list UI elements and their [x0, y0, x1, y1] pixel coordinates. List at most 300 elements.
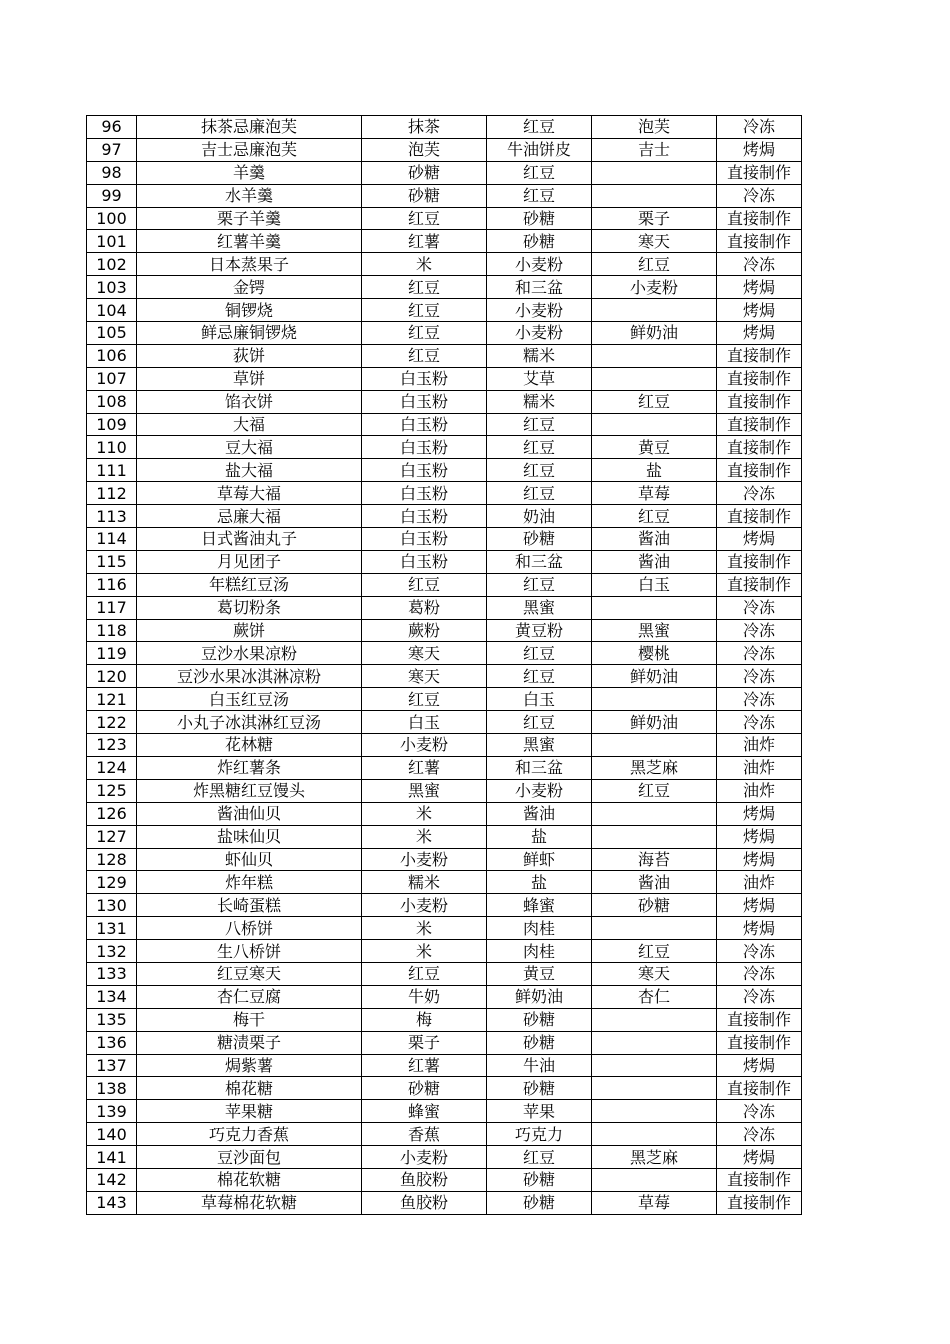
ingredient-3-cell[interactable]: 寒天 — [592, 962, 717, 985]
ingredient-1-cell[interactable]: 米 — [362, 940, 487, 963]
row-number-cell[interactable]: 129 — [87, 871, 137, 894]
ingredient-3-cell[interactable]: 酱油 — [592, 528, 717, 551]
ingredient-2-cell[interactable]: 红豆 — [487, 436, 592, 459]
ingredient-2-cell[interactable]: 鲜虾 — [487, 848, 592, 871]
item-name-cell[interactable]: 梅干 — [137, 1008, 362, 1031]
item-name-cell[interactable]: 抹茶忌廉泡芙 — [137, 116, 362, 139]
ingredient-1-cell[interactable]: 米 — [362, 802, 487, 825]
ingredient-1-cell[interactable]: 红豆 — [362, 322, 487, 345]
item-name-cell[interactable]: 豆沙水果凉粉 — [137, 642, 362, 665]
row-number-cell[interactable]: 143 — [87, 1191, 137, 1214]
ingredient-3-cell[interactable] — [592, 344, 717, 367]
ingredient-2-cell[interactable]: 红豆 — [487, 642, 592, 665]
item-name-cell[interactable]: 盐大福 — [137, 459, 362, 482]
row-number-cell[interactable]: 139 — [87, 1100, 137, 1123]
method-cell[interactable]: 烤焗 — [717, 848, 802, 871]
ingredient-2-cell[interactable]: 苹果 — [487, 1100, 592, 1123]
ingredient-2-cell[interactable]: 小麦粉 — [487, 299, 592, 322]
row-number-cell[interactable]: 100 — [87, 207, 137, 230]
item-name-cell[interactable]: 大福 — [137, 413, 362, 436]
ingredient-3-cell[interactable] — [592, 1031, 717, 1054]
ingredient-1-cell[interactable]: 牛奶 — [362, 985, 487, 1008]
ingredient-2-cell[interactable]: 红豆 — [487, 161, 592, 184]
row-number-cell[interactable]: 107 — [87, 367, 137, 390]
row-number-cell[interactable]: 122 — [87, 711, 137, 734]
row-number-cell[interactable]: 118 — [87, 619, 137, 642]
ingredient-3-cell[interactable]: 鲜奶油 — [592, 322, 717, 345]
ingredient-1-cell[interactable]: 蜂蜜 — [362, 1100, 487, 1123]
method-cell[interactable]: 直接制作 — [717, 1077, 802, 1100]
item-name-cell[interactable]: 杏仁豆腐 — [137, 985, 362, 1008]
method-cell[interactable]: 冷冻 — [717, 688, 802, 711]
ingredient-3-cell[interactable] — [592, 917, 717, 940]
row-number-cell[interactable]: 106 — [87, 344, 137, 367]
table-row — [87, 1031, 802, 1054]
ingredient-1-cell[interactable]: 砂糖 — [362, 161, 487, 184]
ingredient-1-cell[interactable]: 红薯 — [362, 756, 487, 779]
ingredient-1-cell[interactable]: 砂糖 — [362, 184, 487, 207]
row-number-cell[interactable]: 127 — [87, 825, 137, 848]
row-number-cell[interactable]: 119 — [87, 642, 137, 665]
ingredient-2-cell[interactable]: 黑蜜 — [487, 734, 592, 757]
ingredient-1-cell[interactable]: 梅 — [362, 1008, 487, 1031]
item-name-cell[interactable]: 红薯羊羹 — [137, 230, 362, 253]
ingredient-1-cell[interactable]: 红豆 — [362, 962, 487, 985]
ingredient-1-cell[interactable]: 泡芙 — [362, 138, 487, 161]
method-cell[interactable]: 烤焗 — [717, 528, 802, 551]
ingredient-2-cell[interactable]: 红豆 — [487, 711, 592, 734]
ingredient-1-cell[interactable]: 寒天 — [362, 665, 487, 688]
row-number-cell[interactable]: 136 — [87, 1031, 137, 1054]
ingredient-1-cell[interactable]: 红豆 — [362, 688, 487, 711]
row-number-cell[interactable]: 113 — [87, 505, 137, 528]
table-row — [87, 1100, 802, 1123]
method-cell[interactable]: 烤焗 — [717, 825, 802, 848]
table-row — [87, 116, 802, 139]
row-number-cell[interactable]: 131 — [87, 917, 137, 940]
ingredient-2-cell[interactable]: 小麦粉 — [487, 779, 592, 802]
ingredient-2-cell[interactable]: 和三盆 — [487, 276, 592, 299]
table-row — [87, 253, 802, 276]
method-cell[interactable]: 冷冻 — [717, 1123, 802, 1146]
item-name-cell[interactable]: 酱油仙贝 — [137, 802, 362, 825]
ingredient-1-cell[interactable]: 红豆 — [362, 299, 487, 322]
ingredient-1-cell[interactable]: 小麦粉 — [362, 1146, 487, 1169]
ingredient-2-cell[interactable]: 小麦粉 — [487, 322, 592, 345]
row-number-cell[interactable]: 110 — [87, 436, 137, 459]
ingredient-3-cell[interactable]: 鲜奶油 — [592, 711, 717, 734]
ingredient-1-cell[interactable]: 香蕉 — [362, 1123, 487, 1146]
ingredient-1-cell[interactable]: 小麦粉 — [362, 894, 487, 917]
row-number-cell[interactable]: 117 — [87, 596, 137, 619]
ingredient-2-cell[interactable]: 奶油 — [487, 505, 592, 528]
method-cell[interactable]: 直接制作 — [717, 207, 802, 230]
ingredient-1-cell[interactable]: 白玉粉 — [362, 413, 487, 436]
ingredient-1-cell[interactable]: 白玉粉 — [362, 390, 487, 413]
method-cell[interactable]: 冷冻 — [717, 619, 802, 642]
ingredient-3-cell[interactable] — [592, 299, 717, 322]
ingredient-2-cell[interactable]: 砂糖 — [487, 1191, 592, 1214]
ingredient-3-cell[interactable]: 黑芝麻 — [592, 756, 717, 779]
ingredient-1-cell[interactable]: 白玉粉 — [362, 528, 487, 551]
method-cell[interactable]: 直接制作 — [717, 1008, 802, 1031]
row-number-cell[interactable]: 105 — [87, 322, 137, 345]
ingredient-3-cell[interactable] — [592, 184, 717, 207]
item-name-cell[interactable]: 巧克力香蕉 — [137, 1123, 362, 1146]
item-name-cell[interactable]: 豆大福 — [137, 436, 362, 459]
item-name-cell[interactable]: 水羊羹 — [137, 184, 362, 207]
ingredient-2-cell[interactable]: 糯米 — [487, 390, 592, 413]
ingredient-3-cell[interactable]: 小麦粉 — [592, 276, 717, 299]
ingredient-2-cell[interactable]: 牛油饼皮 — [487, 138, 592, 161]
ingredient-1-cell[interactable]: 白玉 — [362, 711, 487, 734]
ingredient-2-cell[interactable]: 红豆 — [487, 184, 592, 207]
table-row — [87, 596, 802, 619]
ingredient-1-cell[interactable]: 鱼胶粉 — [362, 1168, 487, 1191]
method-cell[interactable]: 冷冻 — [717, 184, 802, 207]
item-name-cell[interactable]: 草饼 — [137, 367, 362, 390]
method-cell[interactable]: 烤焗 — [717, 138, 802, 161]
table-row — [87, 619, 802, 642]
ingredient-3-cell[interactable]: 砂糖 — [592, 894, 717, 917]
table-row — [87, 711, 802, 734]
method-cell[interactable]: 直接制作 — [717, 390, 802, 413]
ingredient-3-cell[interactable] — [592, 161, 717, 184]
method-cell[interactable]: 冷冻 — [717, 253, 802, 276]
ingredient-3-cell[interactable]: 红豆 — [592, 505, 717, 528]
ingredient-3-cell[interactable]: 海苔 — [592, 848, 717, 871]
ingredient-2-cell[interactable]: 肉桂 — [487, 940, 592, 963]
ingredient-3-cell[interactable]: 黑蜜 — [592, 619, 717, 642]
method-cell[interactable]: 直接制作 — [717, 367, 802, 390]
ingredient-1-cell[interactable]: 红豆 — [362, 573, 487, 596]
ingredient-2-cell[interactable]: 黄豆粉 — [487, 619, 592, 642]
row-number-cell[interactable]: 137 — [87, 1054, 137, 1077]
ingredient-1-cell[interactable]: 红豆 — [362, 207, 487, 230]
row-number-cell[interactable]: 111 — [87, 459, 137, 482]
method-cell[interactable]: 直接制作 — [717, 459, 802, 482]
ingredient-3-cell[interactable] — [592, 688, 717, 711]
row-number-cell[interactable]: 141 — [87, 1146, 137, 1169]
method-cell[interactable]: 烤焗 — [717, 894, 802, 917]
method-cell[interactable]: 烤焗 — [717, 802, 802, 825]
ingredient-3-cell[interactable] — [592, 413, 717, 436]
ingredient-2-cell[interactable]: 艾草 — [487, 367, 592, 390]
method-cell[interactable]: 冷冻 — [717, 642, 802, 665]
method-cell[interactable]: 烤焗 — [717, 917, 802, 940]
item-name-cell[interactable]: 豆沙面包 — [137, 1146, 362, 1169]
ingredient-3-cell[interactable] — [592, 734, 717, 757]
item-name-cell[interactable]: 炸黑糖红豆馒头 — [137, 779, 362, 802]
row-number-cell[interactable]: 101 — [87, 230, 137, 253]
item-name-cell[interactable]: 日式酱油丸子 — [137, 528, 362, 551]
ingredient-3-cell[interactable]: 红豆 — [592, 390, 717, 413]
ingredient-1-cell[interactable]: 葛粉 — [362, 596, 487, 619]
method-cell[interactable]: 烤焗 — [717, 322, 802, 345]
method-cell[interactable]: 直接制作 — [717, 573, 802, 596]
item-name-cell[interactable]: 金锷 — [137, 276, 362, 299]
item-name-cell[interactable]: 长崎蛋糕 — [137, 894, 362, 917]
ingredient-1-cell[interactable]: 蕨粉 — [362, 619, 487, 642]
row-number-cell[interactable]: 138 — [87, 1077, 137, 1100]
ingredient-2-cell[interactable]: 盐 — [487, 825, 592, 848]
item-name-cell[interactable]: 焗紫薯 — [137, 1054, 362, 1077]
ingredient-1-cell[interactable]: 鱼胶粉 — [362, 1191, 487, 1214]
row-number-cell[interactable]: 128 — [87, 848, 137, 871]
method-cell[interactable]: 烤焗 — [717, 299, 802, 322]
method-cell[interactable]: 冷冻 — [717, 596, 802, 619]
ingredient-1-cell[interactable]: 白玉粉 — [362, 459, 487, 482]
row-number-cell[interactable]: 112 — [87, 482, 137, 505]
ingredient-3-cell[interactable]: 樱桃 — [592, 642, 717, 665]
ingredient-3-cell[interactable]: 黄豆 — [592, 436, 717, 459]
ingredient-1-cell[interactable]: 栗子 — [362, 1031, 487, 1054]
row-number-cell[interactable]: 103 — [87, 276, 137, 299]
ingredient-2-cell[interactable]: 红豆 — [487, 1146, 592, 1169]
ingredient-3-cell[interactable]: 吉士 — [592, 138, 717, 161]
item-name-cell[interactable]: 棉花软糖 — [137, 1168, 362, 1191]
item-name-cell[interactable]: 生八桥饼 — [137, 940, 362, 963]
row-number-cell[interactable]: 124 — [87, 756, 137, 779]
ingredient-3-cell[interactable]: 泡芙 — [592, 116, 717, 139]
ingredient-1-cell[interactable]: 抹茶 — [362, 116, 487, 139]
row-number-cell[interactable]: 125 — [87, 779, 137, 802]
item-name-cell[interactable]: 白玉红豆汤 — [137, 688, 362, 711]
row-number-cell[interactable]: 115 — [87, 550, 137, 573]
ingredient-3-cell[interactable] — [592, 367, 717, 390]
row-number-cell[interactable]: 116 — [87, 573, 137, 596]
ingredient-2-cell[interactable]: 肉桂 — [487, 917, 592, 940]
ingredient-3-cell[interactable]: 草莓 — [592, 1191, 717, 1214]
ingredient-1-cell[interactable]: 小麦粉 — [362, 734, 487, 757]
item-name-cell[interactable]: 月见团子 — [137, 550, 362, 573]
row-number-cell[interactable]: 98 — [87, 161, 137, 184]
ingredient-2-cell[interactable]: 黑蜜 — [487, 596, 592, 619]
item-name-cell[interactable]: 吉士忌廉泡芙 — [137, 138, 362, 161]
ingredient-2-cell[interactable]: 砂糖 — [487, 1008, 592, 1031]
item-name-cell[interactable]: 八桥饼 — [137, 917, 362, 940]
method-cell[interactable]: 烤焗 — [717, 1054, 802, 1077]
ingredient-3-cell[interactable]: 盐 — [592, 459, 717, 482]
ingredient-2-cell[interactable]: 巧克力 — [487, 1123, 592, 1146]
ingredient-2-cell[interactable]: 小麦粉 — [487, 253, 592, 276]
ingredient-3-cell[interactable] — [592, 1168, 717, 1191]
table-row — [87, 505, 802, 528]
item-name-cell[interactable]: 花林糖 — [137, 734, 362, 757]
method-cell[interactable]: 直接制作 — [717, 1168, 802, 1191]
ingredient-2-cell[interactable]: 红豆 — [487, 116, 592, 139]
row-number-cell[interactable]: 121 — [87, 688, 137, 711]
ingredient-2-cell[interactable]: 牛油 — [487, 1054, 592, 1077]
method-cell[interactable]: 冷冻 — [717, 1100, 802, 1123]
row-number-cell[interactable]: 134 — [87, 985, 137, 1008]
method-cell[interactable]: 直接制作 — [717, 230, 802, 253]
method-cell[interactable]: 直接制作 — [717, 436, 802, 459]
row-number-cell[interactable]: 114 — [87, 528, 137, 551]
ingredient-1-cell[interactable]: 米 — [362, 917, 487, 940]
ingredient-2-cell[interactable]: 白玉 — [487, 688, 592, 711]
item-name-cell[interactable]: 棉花糖 — [137, 1077, 362, 1100]
ingredient-3-cell[interactable] — [592, 1008, 717, 1031]
method-cell[interactable]: 直接制作 — [717, 161, 802, 184]
row-number-cell[interactable]: 142 — [87, 1168, 137, 1191]
item-name-cell[interactable]: 豆沙水果冰淇淋凉粉 — [137, 665, 362, 688]
item-name-cell[interactable]: 虾仙贝 — [137, 848, 362, 871]
ingredient-2-cell[interactable]: 酱油 — [487, 802, 592, 825]
item-name-cell[interactable]: 草莓大福 — [137, 482, 362, 505]
ingredient-2-cell[interactable]: 和三盆 — [487, 756, 592, 779]
ingredient-2-cell[interactable]: 和三盆 — [487, 550, 592, 573]
ingredient-2-cell[interactable]: 黄豆 — [487, 962, 592, 985]
item-name-cell[interactable]: 荻饼 — [137, 344, 362, 367]
ingredient-3-cell[interactable] — [592, 1054, 717, 1077]
ingredient-3-cell[interactable] — [592, 1100, 717, 1123]
method-cell[interactable]: 油炸 — [717, 734, 802, 757]
ingredient-3-cell[interactable]: 红豆 — [592, 253, 717, 276]
ingredient-3-cell[interactable]: 杏仁 — [592, 985, 717, 1008]
ingredient-1-cell[interactable]: 红豆 — [362, 344, 487, 367]
method-cell[interactable]: 直接制作 — [717, 1191, 802, 1214]
item-name-cell[interactable]: 日本蒸果子 — [137, 253, 362, 276]
ingredient-2-cell[interactable]: 蜂蜜 — [487, 894, 592, 917]
row-number-cell[interactable]: 109 — [87, 413, 137, 436]
item-name-cell[interactable]: 年糕红豆汤 — [137, 573, 362, 596]
item-name-cell[interactable]: 小丸子冰淇淋红豆汤 — [137, 711, 362, 734]
row-number-cell[interactable]: 99 — [87, 184, 137, 207]
method-cell[interactable]: 油炸 — [717, 779, 802, 802]
method-cell[interactable]: 冷冻 — [717, 116, 802, 139]
item-name-cell[interactable]: 馅衣饼 — [137, 390, 362, 413]
ingredient-1-cell[interactable]: 白玉粉 — [362, 367, 487, 390]
ingredient-3-cell[interactable] — [592, 596, 717, 619]
ingredient-2-cell[interactable]: 盐 — [487, 871, 592, 894]
ingredient-3-cell[interactable]: 黑芝麻 — [592, 1146, 717, 1169]
ingredient-1-cell[interactable]: 米 — [362, 825, 487, 848]
row-number-cell[interactable]: 123 — [87, 734, 137, 757]
method-cell[interactable]: 冷冻 — [717, 711, 802, 734]
row-number-cell[interactable]: 102 — [87, 253, 137, 276]
item-name-cell[interactable]: 盐味仙贝 — [137, 825, 362, 848]
table-row — [87, 802, 802, 825]
ingredient-1-cell[interactable]: 白玉粉 — [362, 482, 487, 505]
ingredient-2-cell[interactable]: 砂糖 — [487, 1168, 592, 1191]
item-name-cell[interactable]: 忌廉大福 — [137, 505, 362, 528]
item-name-cell[interactable]: 红豆寒天 — [137, 962, 362, 985]
ingredient-3-cell[interactable]: 酱油 — [592, 871, 717, 894]
method-cell[interactable]: 冷冻 — [717, 940, 802, 963]
ingredient-2-cell[interactable]: 红豆 — [487, 482, 592, 505]
ingredient-2-cell[interactable]: 砂糖 — [487, 230, 592, 253]
table-row — [87, 940, 802, 963]
ingredient-1-cell[interactable]: 砂糖 — [362, 1077, 487, 1100]
method-cell[interactable]: 直接制作 — [717, 413, 802, 436]
ingredient-3-cell[interactable] — [592, 1077, 717, 1100]
ingredient-2-cell[interactable]: 砂糖 — [487, 1077, 592, 1100]
method-cell[interactable]: 冷冻 — [717, 665, 802, 688]
table-row — [87, 459, 802, 482]
method-cell[interactable]: 直接制作 — [717, 1031, 802, 1054]
ingredient-3-cell[interactable]: 红豆 — [592, 940, 717, 963]
ingredient-1-cell[interactable]: 红薯 — [362, 1054, 487, 1077]
ingredient-1-cell[interactable]: 白玉粉 — [362, 550, 487, 573]
item-name-cell[interactable]: 栗子羊羹 — [137, 207, 362, 230]
item-name-cell[interactable]: 蕨饼 — [137, 619, 362, 642]
row-number-cell[interactable]: 104 — [87, 299, 137, 322]
item-name-cell[interactable]: 鲜忌廉铜锣烧 — [137, 322, 362, 345]
ingredient-2-cell[interactable]: 砂糖 — [487, 528, 592, 551]
ingredient-1-cell[interactable]: 黑蜜 — [362, 779, 487, 802]
ingredient-1-cell[interactable]: 白玉粉 — [362, 505, 487, 528]
ingredient-3-cell[interactable]: 酱油 — [592, 550, 717, 573]
row-number-cell[interactable]: 108 — [87, 390, 137, 413]
ingredient-2-cell[interactable]: 糯米 — [487, 344, 592, 367]
row-number-cell[interactable]: 120 — [87, 665, 137, 688]
ingredient-3-cell[interactable] — [592, 1123, 717, 1146]
ingredient-2-cell[interactable]: 砂糖 — [487, 207, 592, 230]
row-number-cell[interactable]: 130 — [87, 894, 137, 917]
ingredient-1-cell[interactable]: 糯米 — [362, 871, 487, 894]
ingredient-3-cell[interactable]: 鲜奶油 — [592, 665, 717, 688]
method-cell[interactable]: 冷冻 — [717, 985, 802, 1008]
method-cell[interactable]: 油炸 — [717, 871, 802, 894]
item-name-cell[interactable]: 铜锣烧 — [137, 299, 362, 322]
method-cell[interactable]: 烤焗 — [717, 1146, 802, 1169]
ingredient-3-cell[interactable]: 白玉 — [592, 573, 717, 596]
method-cell[interactable]: 直接制作 — [717, 505, 802, 528]
ingredient-2-cell[interactable]: 鲜奶油 — [487, 985, 592, 1008]
ingredient-1-cell[interactable]: 小麦粉 — [362, 848, 487, 871]
ingredient-2-cell[interactable]: 砂糖 — [487, 1031, 592, 1054]
item-name-cell[interactable]: 草莓棉花软糖 — [137, 1191, 362, 1214]
ingredient-3-cell[interactable]: 寒天 — [592, 230, 717, 253]
table-row — [87, 642, 802, 665]
row-number-cell[interactable]: 132 — [87, 940, 137, 963]
ingredient-1-cell[interactable]: 红薯 — [362, 230, 487, 253]
row-number-cell[interactable]: 96 — [87, 116, 137, 139]
ingredient-2-cell[interactable]: 红豆 — [487, 665, 592, 688]
item-name-cell[interactable]: 炸年糕 — [137, 871, 362, 894]
method-cell[interactable]: 直接制作 — [717, 550, 802, 573]
ingredient-1-cell[interactable]: 白玉粉 — [362, 436, 487, 459]
ingredient-3-cell[interactable]: 栗子 — [592, 207, 717, 230]
method-cell[interactable]: 直接制作 — [717, 344, 802, 367]
ingredient-3-cell[interactable] — [592, 825, 717, 848]
row-number-cell[interactable]: 140 — [87, 1123, 137, 1146]
item-name-cell[interactable]: 羊羹 — [137, 161, 362, 184]
item-name-cell[interactable]: 糖渍栗子 — [137, 1031, 362, 1054]
row-number-cell[interactable]: 133 — [87, 962, 137, 985]
ingredient-2-cell[interactable]: 红豆 — [487, 459, 592, 482]
method-cell[interactable]: 冷冻 — [717, 962, 802, 985]
row-number-cell[interactable]: 135 — [87, 1008, 137, 1031]
item-name-cell[interactable]: 苹果糖 — [137, 1100, 362, 1123]
ingredient-2-cell[interactable]: 红豆 — [487, 413, 592, 436]
method-cell[interactable]: 油炸 — [717, 756, 802, 779]
ingredient-1-cell[interactable]: 米 — [362, 253, 487, 276]
ingredient-3-cell[interactable] — [592, 802, 717, 825]
item-name-cell[interactable]: 炸红薯条 — [137, 756, 362, 779]
row-number-cell[interactable]: 97 — [87, 138, 137, 161]
item-name-cell[interactable]: 葛切粉条 — [137, 596, 362, 619]
method-cell[interactable]: 冷冻 — [717, 482, 802, 505]
ingredient-2-cell[interactable]: 红豆 — [487, 573, 592, 596]
method-cell[interactable]: 烤焗 — [717, 276, 802, 299]
ingredient-1-cell[interactable]: 红豆 — [362, 276, 487, 299]
ingredient-3-cell[interactable]: 红豆 — [592, 779, 717, 802]
row-number-cell[interactable]: 126 — [87, 802, 137, 825]
ingredient-1-cell[interactable]: 寒天 — [362, 642, 487, 665]
ingredient-3-cell[interactable]: 草莓 — [592, 482, 717, 505]
